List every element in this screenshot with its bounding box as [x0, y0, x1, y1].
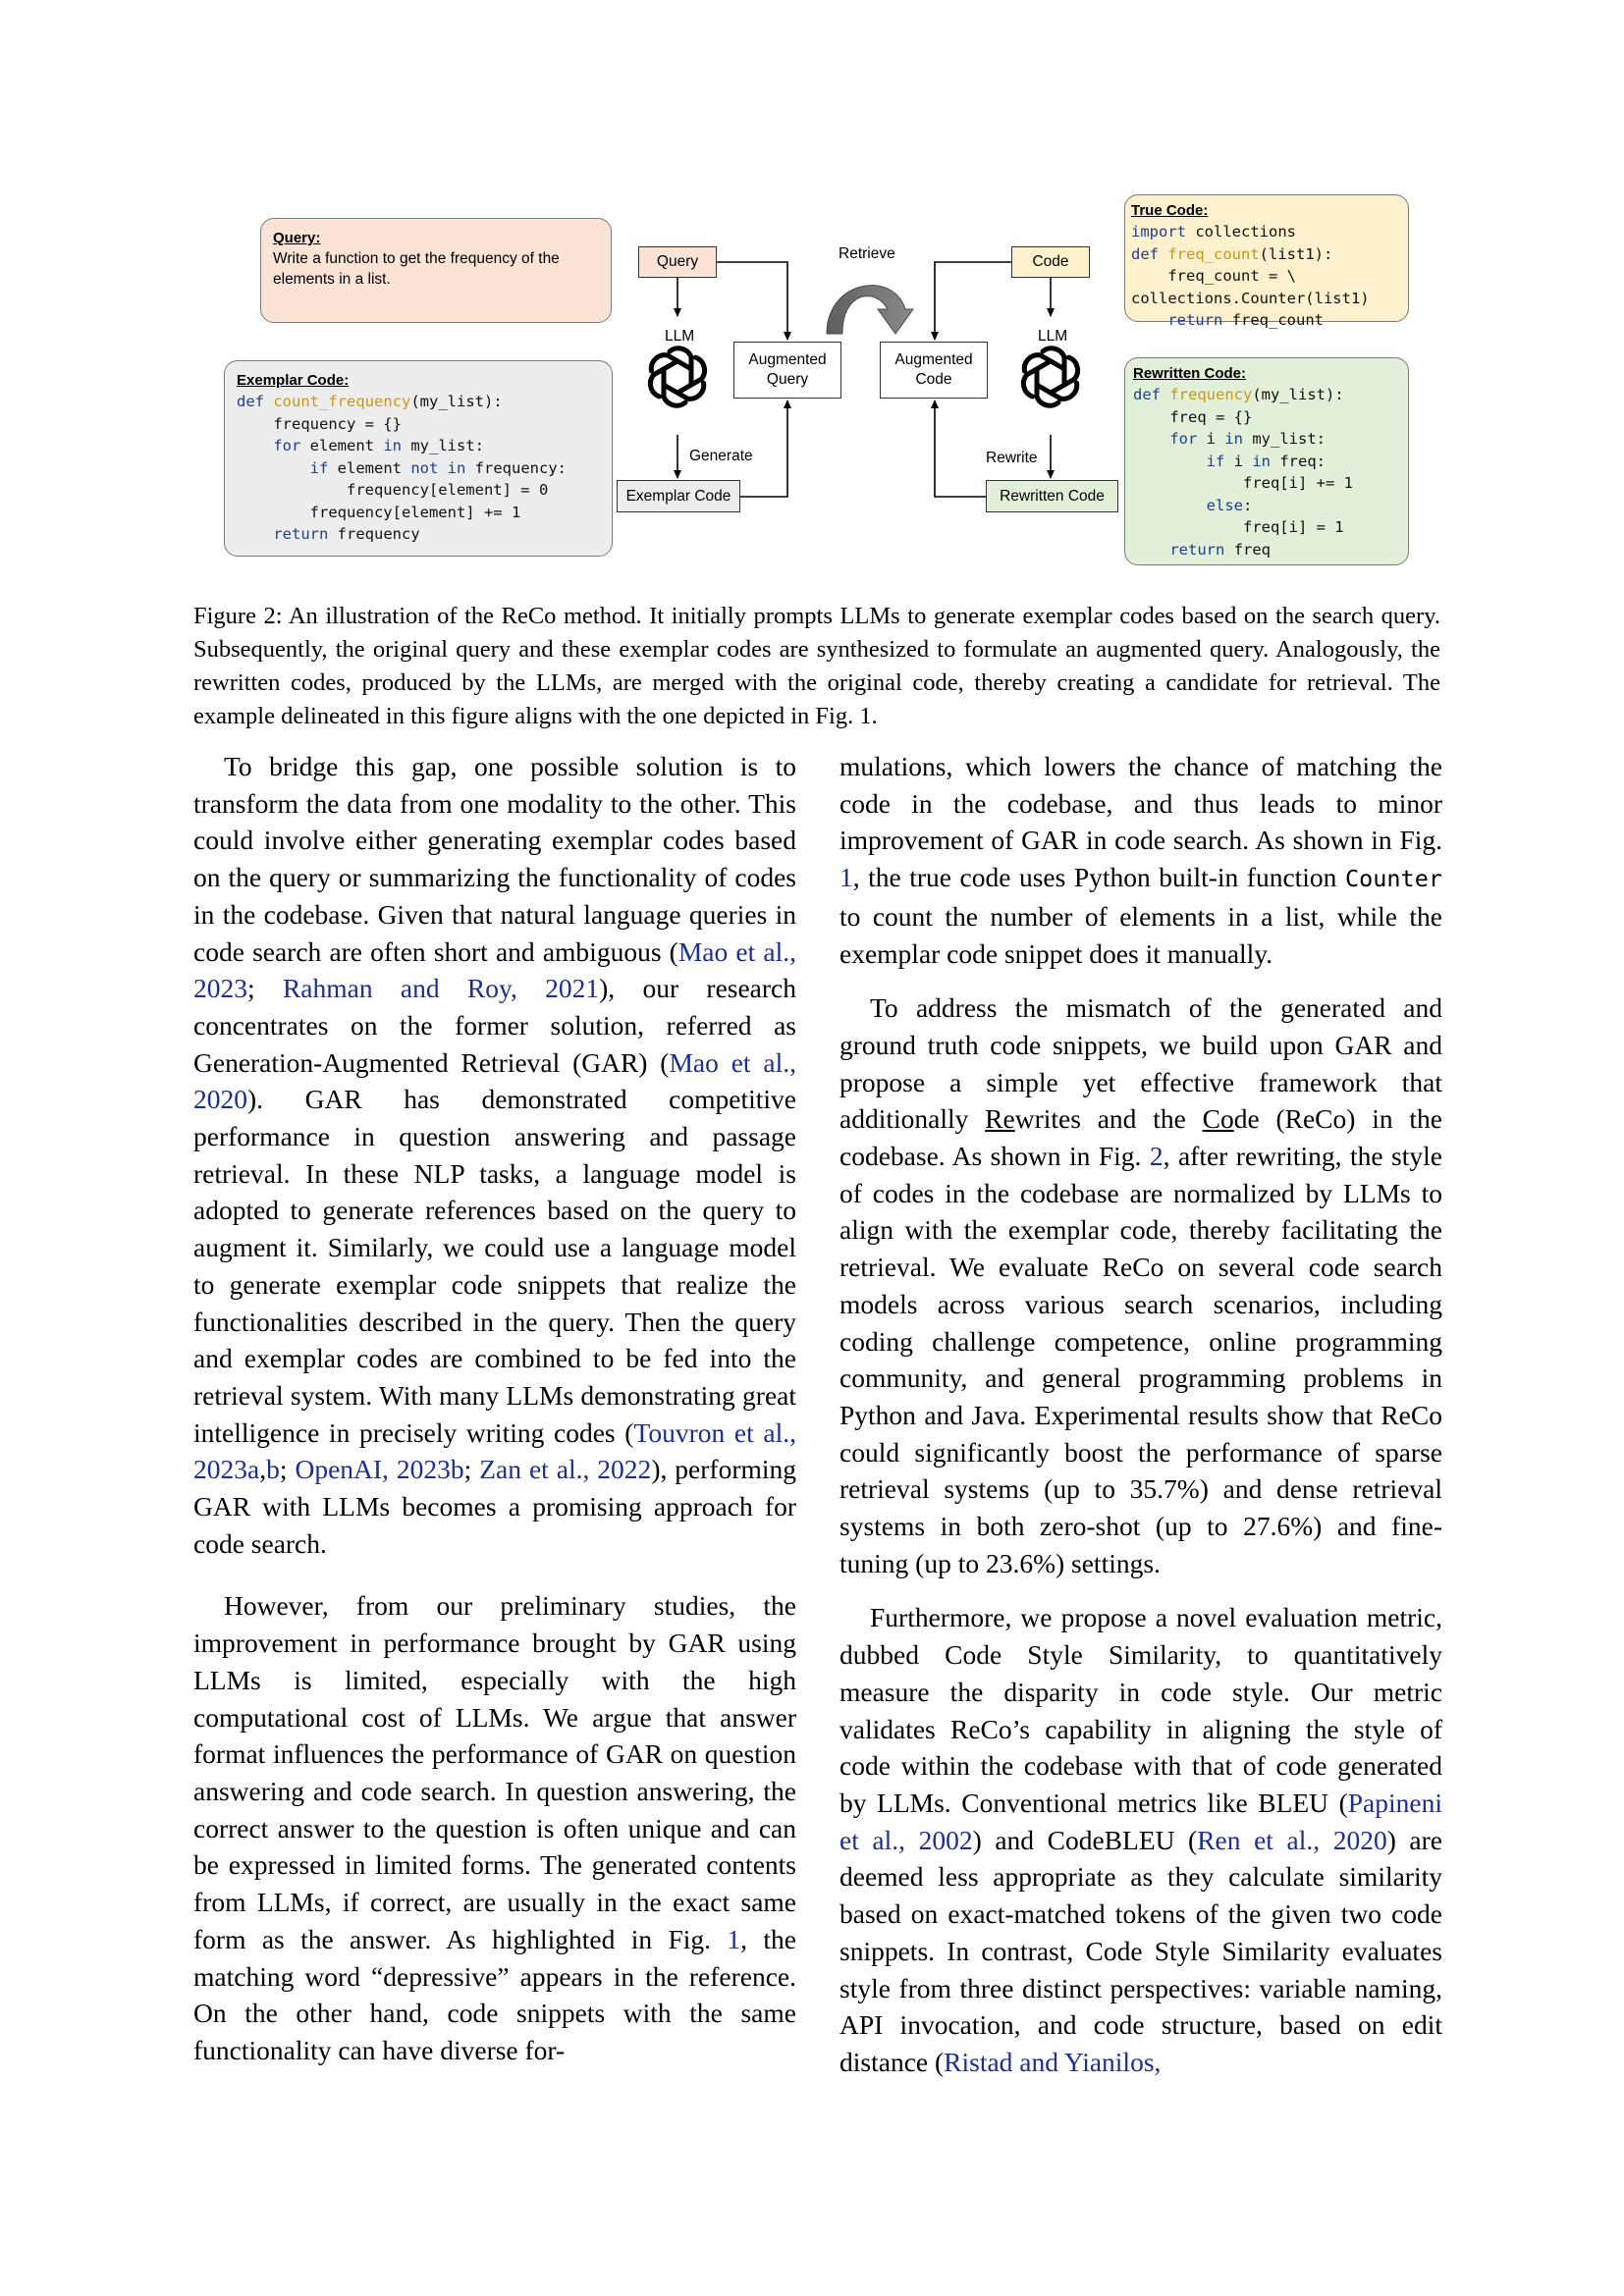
node-exemplar-code: Exemplar Code	[617, 480, 740, 512]
true-code-block	[1131, 221, 1402, 332]
text-run: ). GAR has demonstrated competitive performance in question answering and passage retrieval. In these NLP tasks, a language model is adopted to generate references based on the query to augment it. Similarly, we could use a language model to generate exemplar code snippets that realize the functionalities described in the query. Then the query and exemplar codes are combined to be fed into the retrieval system. With many LLMs demonstrating great intelligence in precisely writing codes (	[193, 1084, 796, 1448]
code-line: return freq_count	[1167, 311, 1324, 329]
code-line: freq_count = \	[1131, 267, 1296, 285]
arrow-code-to-augmented-code	[935, 262, 1011, 340]
text-run: Furthermore, we propose a novel evaluation metric, dubbed Code Style Similarity, to quantitatively measure the disparity in code style. Our metric validates ReCo’s capability in aligning the style of code within the codebase with that of code generated by LLMs. Conventional metrics like BLEU (	[839, 1602, 1442, 1818]
text-run: to count the number of elements in a list, while the exemplar code snippet does it manually.	[839, 900, 1442, 969]
paragraph	[839, 1599, 1442, 2080]
label-rewrite: Rewrite	[986, 450, 1038, 466]
right-column	[839, 748, 1442, 2081]
rewritten-code-block	[1133, 384, 1400, 561]
node-rewritten-code: Rewritten Code	[986, 480, 1118, 512]
llm-logo-left-icon	[646, 348, 710, 405]
citation-link[interactable]: Touvron et al., 2023a	[193, 1416, 796, 1485]
text-run: de (ReCo) in the codebase. As shown in Fig.	[839, 1103, 1442, 1172]
label-llm-right: LLM	[1038, 328, 1068, 345]
text-run: writes and the	[1014, 1103, 1203, 1135]
code-line: frequency[element] += 1	[237, 503, 521, 521]
text-run: Co	[1202, 1103, 1234, 1135]
paragraph	[193, 1587, 796, 2068]
code-line: if element not in frequency:	[309, 458, 567, 477]
citation-link[interactable]: Mao et al., 2020	[193, 1046, 796, 1115]
text-run: , after rewriting, the style of codes in the codebase are normalized by LLMs to align with the exemplar code, thereby facilitating the retrieval. We evaluate ReCo on several code search models across various search scenarios, including coding challenge competence, online programming community, and general programming problems in Python and Java. Experimental results show that ReCo could significantly boost the performance of sparse retrieval systems (up to 35.7%) and dense retrieval systems in both zero-shot (up to 27.6%) and fine-tuning (up to 23.6%) settings.	[839, 1141, 1442, 1578]
query-box-title: Query:	[273, 230, 321, 246]
code-line: def frequency(my_list):	[1133, 386, 1344, 403]
exemplar-code-block	[237, 391, 600, 546]
code-line: freq[i] += 1	[1133, 474, 1353, 492]
retrieve-curved-arrow	[827, 286, 913, 334]
figure-caption: Figure 2: An illustration of the ReCo method. It initially prompts LLMs to generate exemplar codes based on the search query. Subsequently, the original query and these exemplar codes are synthesized to formulate an augmented query. Analogously, the rewritten codes, produced by the LLMs, are merged with the original code, thereby creating a candidate for retrieval. The example delineated in this figure aligns with the one depicted in Fig. 1.	[193, 603, 1440, 729]
code-line: def freq_count(list1):	[1131, 244, 1333, 263]
label-retrieve: Retrieve	[839, 245, 895, 262]
code-line: else:	[1206, 496, 1253, 514]
true-code-box	[1124, 194, 1409, 329]
citation-link[interactable]: Zan et al., 2022	[479, 1454, 652, 1485]
text-run: ;	[463, 1454, 480, 1485]
citation-link[interactable]: OpenAI, 2023b	[295, 1454, 464, 1485]
text-run: ,	[259, 1454, 267, 1485]
code-line: def count_frequency(my_list):	[237, 393, 503, 410]
code-line: for element in my_list:	[273, 437, 484, 454]
code-line: import collections	[1131, 223, 1296, 240]
code-line: collections.Counter(list1)	[1131, 289, 1370, 307]
code-line: if i in freq:	[1206, 452, 1326, 470]
rewritten-code-box	[1124, 357, 1409, 565]
citation-link[interactable]: 1	[839, 862, 853, 893]
text-run: ), performing GAR with LLMs becomes a promising approach for code search.	[193, 1454, 797, 1559]
text-run: ) are deemed less appropriate as they calculate similarity based on exact-matched tokens of the given two code snippets. In contrast, Code Style Similarity evaluates style from three distinct perspectives: variable naming, API invocation, and code structure, based on edit distance (	[839, 1824, 1443, 2077]
code-line: freq[i] = 1	[1133, 518, 1344, 536]
arrow-rewritten-to-augmented-code	[935, 400, 986, 497]
code-line: for i in my_list:	[1169, 430, 1326, 448]
code-line: return freq	[1169, 540, 1271, 559]
llm-logo-right-icon	[1019, 348, 1083, 405]
arrow-query-to-augmented-query	[717, 262, 787, 340]
citation-link[interactable]: Mao et al., 2023	[193, 935, 796, 1004]
citation-link[interactable]: 2	[1149, 1141, 1164, 1172]
code-line: frequency[element] = 0	[237, 481, 549, 499]
code-line: freq = {}	[1133, 407, 1253, 426]
text-run: ;	[247, 973, 283, 1004]
citation-link[interactable]: Ren et al., 2020	[1197, 1824, 1387, 1855]
text-run: ) and CodeBLEU (	[972, 1824, 1198, 1855]
true-code-title: True Code:	[1131, 202, 1209, 219]
citation-link[interactable]: 1	[727, 1923, 741, 1954]
text-run: However, from our preliminary studies, the improvement in performance brought by GAR using LLMs is limited, especially with the high computational cost of LLMs. We argue that answer format influences the performance of GAR on question answering and code search. In question answering, the correct answer to the question is often unique and can be expressed in limited forms. The generated contents from LLMs, if correct, are usually in the exact same form as the answer. As highlighted in Fig.	[193, 1590, 796, 1954]
citation-link[interactable]: Papineni et al., 2002	[839, 1787, 1442, 1855]
citation-link[interactable]: Rahman and Roy, 2021	[282, 973, 600, 1004]
text-run: Re	[985, 1103, 1015, 1135]
text-run: To address the mismatch of the generated and ground truth code snippets, we build upon GAR and propose a simple yet effective framework that additionally	[839, 992, 1442, 1135]
node-query: Query	[638, 246, 717, 278]
label-llm-left: LLM	[665, 328, 695, 345]
inline-code: Counter	[1344, 865, 1442, 893]
code-line: frequency = {}	[237, 414, 402, 433]
query-box	[260, 218, 612, 323]
text-run: , the true code uses Python built-in function	[852, 862, 1345, 893]
query-box-text: Write a function to get the frequency of the elements in a list.	[273, 250, 560, 288]
text-run: To bridge this gap, one possible solution is to transform the data from one modality to the other. This could involve either generating exemplar codes based on the query or summarizing the functionality of codes in the codebase. Given that natural language queries in code search are often short and ambiguous (	[193, 751, 796, 967]
citation-link[interactable]: Ristad and Yianilos,	[944, 2046, 1162, 2077]
paragraph	[193, 748, 796, 1562]
code-line: return frequency	[273, 525, 420, 543]
citation-link[interactable]: b	[266, 1454, 280, 1485]
paragraph	[839, 748, 1442, 972]
label-generate: Generate	[689, 448, 753, 464]
text-run: ), our research concentrates on the former solution, referred as Generation-Augmented Retrieval (GAR) (	[193, 973, 796, 1078]
rewritten-code-title: Rewritten Code:	[1133, 365, 1247, 382]
figure-2-diagram	[187, 187, 1434, 579]
exemplar-code-title: Exemplar Code:	[237, 372, 350, 389]
node-augmented-query: Augmented Query	[733, 342, 841, 399]
node-augmented-code: Augmented Code	[880, 342, 988, 399]
node-code: Code	[1011, 246, 1090, 278]
text-run: mulations, which lowers the chance of matching the code in the codebase, and thus leads to minor improvement of GAR in code search. As shown in Fig.	[839, 751, 1442, 856]
paragraph	[839, 989, 1442, 1581]
text-run: ;	[279, 1454, 296, 1485]
left-column	[193, 748, 796, 2069]
text-run: , the matching word “depressive” appears in the reference. On the other hand, code snippets with the same functionality can have diverse for-	[193, 1923, 796, 2065]
exemplar-code-box	[224, 360, 613, 557]
